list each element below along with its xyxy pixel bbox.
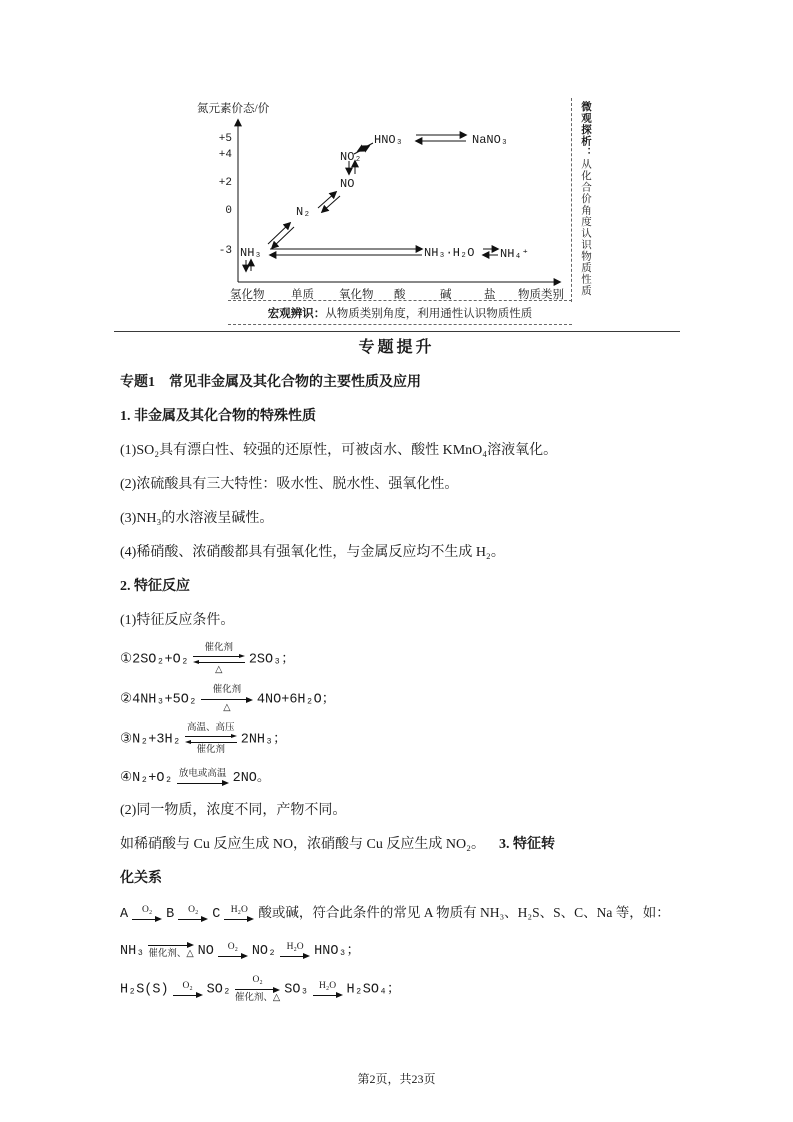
section-title: 专题提升 — [358, 339, 435, 356]
body-content — [120, 365, 686, 1016]
condition-below: 催化剂 — [196, 745, 225, 755]
species-hno3: HNO₃ — [374, 133, 403, 147]
right-arrow-icon — [201, 696, 253, 703]
item-h2so4-property: (2)浓硫酸具有三大特性：吸水性、脱水性、强氧化性。 — [120, 477, 459, 492]
section-divider-line — [114, 331, 680, 332]
condition-below: 催化剂、△ — [148, 948, 194, 959]
x-category-element: 单质 — [291, 289, 314, 301]
equilibrium-arrow-icon — [185, 734, 237, 745]
chain-so2: SO₂ — [206, 982, 231, 998]
subheading-concentration-note: (2)同一物质，浓度不同，产物不同。 — [120, 803, 347, 818]
x-category-base: 碱 — [440, 289, 452, 301]
heading-characteristic-transformation-part2: 化关系 — [120, 871, 162, 886]
equation-3-rhs: 2NH₃； — [240, 732, 287, 748]
right-arrow-icon — [132, 916, 162, 923]
hno3-cu-text: 如稀硝酸与 Cu 反应生成 NO，浓硝酸与 Cu 反应生成 NO₂。 — [120, 837, 485, 852]
equilibrium-arrow-icon — [193, 654, 245, 665]
x-axis-title: 物质类别 — [518, 289, 564, 301]
reaction-equation-1 — [120, 643, 686, 676]
forward-arrow — [218, 942, 248, 960]
x-category-salt: 盐 — [484, 289, 496, 301]
chain-h2s: H₂S(S) — [120, 982, 169, 998]
condition-above: 催化剂 — [212, 685, 242, 695]
species-no: NO — [340, 177, 355, 191]
chain-generic-tail-text: 酸或碱，符合此条件的常见 A 物质有 NH₃、H₂S、S、C、Na 等，如： — [258, 905, 670, 920]
right-arrow-icon — [178, 916, 208, 923]
subheading-reaction-conditions: (1)特征反应条件。 — [120, 613, 235, 628]
condition-above: O₂ — [182, 980, 193, 991]
condition-above: O₂ — [188, 904, 199, 915]
y-tick-zero: 0 — [225, 205, 232, 217]
condition-above: 催化剂 — [204, 643, 234, 653]
condition-below: △ — [215, 665, 223, 675]
x-category-hydride: 氢化物 — [230, 289, 265, 301]
heading-characteristic-transformation-part1: 3. 特征转 — [499, 837, 555, 852]
right-arrow-icon — [177, 780, 229, 787]
species-nano3: NaNO₃ — [472, 133, 509, 147]
chain-species-c: C — [212, 907, 221, 922]
y-tick-plus4: +4 — [218, 149, 232, 161]
chain-nh3: NH₃ — [120, 944, 145, 959]
right-arrow-icon — [218, 953, 248, 960]
species-nh3: NH₃ — [240, 246, 262, 260]
equation-4-rhs: 2NO。 — [232, 771, 271, 786]
macro-identification-prefix: 宏观辨识： — [267, 308, 326, 320]
micro-analysis-label — [578, 101, 592, 303]
right-arrow-icon — [313, 992, 343, 999]
right-arrow-icon — [280, 953, 310, 960]
species-nh3-h2o: NH₃·H₂O — [424, 246, 475, 260]
species-nh4: NH₄⁺ — [500, 247, 529, 261]
equation-4-lhs: ④N₂+O₂ — [120, 771, 173, 786]
paragraph-hno3-cu — [120, 833, 686, 856]
condition-above: O₂ — [227, 941, 238, 952]
transformation-chain-nh3 — [120, 938, 686, 963]
heading-characteristic-reactions: 2. 特征反应 — [120, 579, 190, 594]
chain-no: NO — [197, 944, 214, 959]
forward-arrow — [201, 685, 253, 714]
condition-above: O₂ — [252, 975, 263, 985]
equation-3-lhs: ③N₂+3H₂ — [120, 732, 181, 748]
y-tick-plus2: +2 — [218, 177, 232, 189]
condition-above: O₂ — [142, 904, 153, 915]
forward-arrow — [224, 905, 254, 923]
micro-analysis-prefix: 微观探析： — [580, 101, 591, 159]
item-so2-property: (1)SO₂具有漂白性、较强的还原性，可被卤水、酸性 KMnO₄溶液氧化。 — [120, 443, 558, 458]
right-arrow-icon — [224, 916, 254, 923]
equation-2-lhs: ②4NH₃+5O₂ — [120, 692, 197, 708]
chain-so3: SO₃ — [284, 982, 309, 998]
forward-arrow — [148, 942, 193, 960]
forward-arrow — [173, 981, 203, 999]
chain-h2so4: H₂SO₄； — [346, 982, 401, 998]
transformation-chain-h2s — [120, 975, 686, 1004]
chain-no2: NO₂ — [251, 944, 277, 959]
forward-arrow — [132, 905, 162, 923]
y-tick-plus5: +5 — [218, 133, 232, 145]
item-nh3-property: (3)NH₃的水溶液呈碱性。 — [120, 511, 274, 526]
x-category-oxide: 氧化物 — [339, 289, 374, 301]
y-axis-title: 氮元素价态/价 — [197, 103, 270, 115]
equation-2-rhs: 4NO+6H₂O； — [256, 692, 336, 708]
condition-above: H₂O — [286, 941, 304, 952]
reaction-equation-4 — [120, 765, 686, 790]
forward-arrow — [178, 905, 208, 923]
item-hno3-property: (4)稀硝酸、浓硝酸都具有强氧化性，与金属反应均不生成 H₂。 — [120, 545, 505, 560]
macro-identification-text: 从物质类别角度，利用通性认识物质性质 — [325, 308, 533, 320]
reversible-arrow — [185, 723, 237, 756]
condition-above: 放电或高温 — [178, 768, 227, 779]
forward-arrow — [235, 975, 280, 1004]
reaction-equation-2 — [120, 685, 686, 714]
equation-1-lhs: ①2SO₂+O₂ — [120, 652, 189, 668]
page-number: 第2页，共23页 — [357, 1072, 436, 1086]
chain-species-a: A — [120, 907, 129, 922]
forward-arrow — [177, 769, 229, 787]
reversible-arrow — [193, 643, 245, 676]
macro-identification-strip — [228, 300, 572, 325]
y-tick-minus3: -3 — [218, 245, 232, 257]
species-no2: NO₂ — [340, 150, 362, 164]
topic1-title: 专题1 常见非金属及其化合物的主要性质及应用 — [120, 375, 421, 390]
right-arrow-icon — [173, 992, 203, 999]
right-arrow-icon — [235, 986, 280, 993]
chain-hno3: HNO₃； — [314, 944, 361, 959]
condition-below: 催化剂、△ — [234, 993, 281, 1003]
micro-divider-dashed-line — [571, 98, 572, 302]
species-n2: N₂ — [296, 205, 311, 219]
x-category-acid: 酸 — [394, 289, 406, 301]
chain-species-b: B — [166, 907, 175, 922]
reaction-equation-3 — [120, 723, 686, 756]
forward-arrow — [313, 981, 343, 999]
right-arrow-icon — [148, 942, 193, 949]
heading-special-properties: 1. 非金属及其化合物的特殊性质 — [120, 409, 316, 424]
condition-above: H₂O — [230, 904, 248, 915]
condition-above: H₂O — [319, 980, 337, 991]
forward-arrow — [280, 942, 310, 960]
equation-1-rhs: 2SO₃； — [248, 652, 295, 668]
condition-below: △ — [223, 703, 231, 713]
micro-analysis-text: 从化合价角度认识物质性质 — [580, 158, 591, 297]
transformation-chain-generic — [120, 901, 686, 926]
condition-above: 高温、高压 — [186, 723, 235, 733]
